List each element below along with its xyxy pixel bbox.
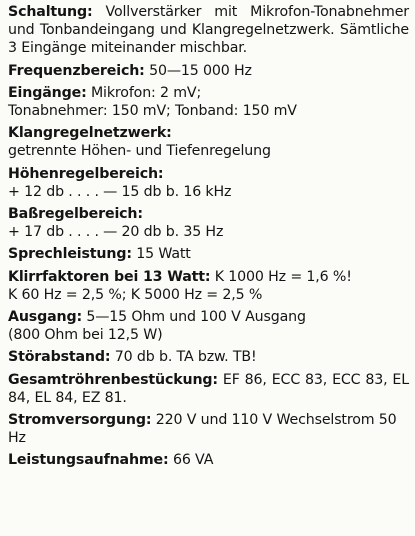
spec-label: Störabstand: <box>8 349 111 366</box>
spec-value: 70 db b. TA bzw. TB! <box>114 349 257 366</box>
spec-label: Eingänge: <box>8 84 87 101</box>
spec-value: getrennte Höhen- und Tiefenregelung <box>8 143 271 160</box>
spec-klangregelnetzwerk <box>8 124 409 160</box>
spec-value: K 1000 Hz = 1,6 %! <box>214 268 352 285</box>
spec-stoerabstand <box>8 348 409 366</box>
spec-value: 50—15 000 Hz <box>149 62 252 79</box>
spec-stromversorgung <box>8 411 409 447</box>
spec-bassregelbereich <box>8 205 409 241</box>
spec-leistungsaufnahme <box>8 451 409 469</box>
spec-hoehenregelbereich <box>8 165 409 201</box>
spec-sprechleistung <box>8 245 409 263</box>
spec-value: (800 Ohm bei 12,5 W) <box>8 327 163 344</box>
spec-eingaenge <box>8 84 409 120</box>
spec-frequenzbereich <box>8 62 409 80</box>
spec-value: Mikrofon: 2 mV; <box>90 84 202 101</box>
spec-label: Ausgang: <box>8 309 82 326</box>
spec-value: K 60 Hz = 2,5 %; K 5000 Hz = 2,5 % <box>8 286 263 303</box>
spec-label: Baßregelbereich: <box>8 206 143 223</box>
spec-ausgang <box>8 308 409 344</box>
spec-label: Schaltung: <box>8 4 93 20</box>
spec-label: Klangregelnetzwerk: <box>8 125 172 142</box>
spec-schaltung <box>8 3 409 58</box>
spec-value: + 12 db . . . . — 15 db b. 16 kHz <box>8 183 232 200</box>
spec-value: Tonabnehmer: 150 mV; Tonband: 150 mV <box>8 103 297 120</box>
spec-label: Gesamtröhrenbestückung: <box>8 371 218 388</box>
spec-value: 15 Watt <box>136 246 191 263</box>
spec-label: Leistungsaufnahme: <box>8 452 169 469</box>
spec-label: Frequenzbereich: <box>8 62 145 79</box>
spec-value: 66 VA <box>172 452 214 469</box>
spec-klirrfaktoren <box>8 268 409 304</box>
spec-gesamtroehrenbestueckung <box>8 371 409 407</box>
spec-value: 5—15 Ohm und 100 V Ausgang <box>86 309 306 326</box>
spec-label: Sprechleistung: <box>8 246 132 263</box>
spec-label: Höhenregelbereich: <box>8 165 164 182</box>
spec-value: + 17 db . . . . — 20 db b. 35 Hz <box>8 224 224 241</box>
spec-label: Stromversorgung: <box>8 412 152 429</box>
spec-value: 220 V und 110 V Wechselstrom 50 Hz <box>8 412 397 447</box>
spec-value: EF 86, ECC 83, ECC 83, EL 84, EL 84, EZ 81. <box>8 371 409 406</box>
spec-value: Vollverstärker mit Mikrofon-Tonabnehmer und Tonbandeingang und Klangregelnetzwerk. Sämtliche 3 Eingänge miteinander mischbar. <box>8 4 409 57</box>
spec-label: Klirrfaktoren bei 13 Watt: <box>8 268 211 285</box>
